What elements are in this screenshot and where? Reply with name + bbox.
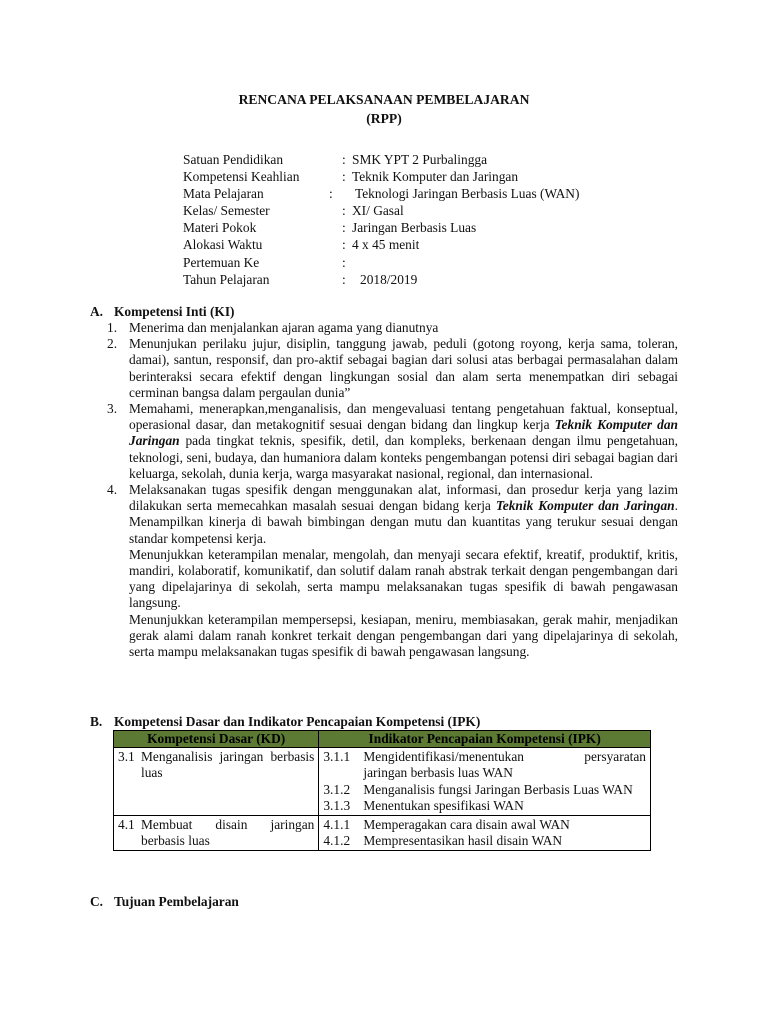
- column-header: Indikator Pencapaian Kompetensi (IPK): [319, 731, 651, 748]
- list-item: 1. Menerima dan menjalankan ajaran agama yang dianutnya: [107, 320, 439, 335]
- paragraph: Menunjukkan keterampilan mempersepsi, kesiapan, meniru, membiasakan, gerak mahir, menjadikan gerak alami dalam ranah konkret terkait dengan pengembangan dari yang dipelajarinya di sekolah, serta mampu melaksanakan tugas spesifik di bawah pengawasan langsung.: [129, 611, 678, 660]
- ipk-item: 3.1.2 Menganalisis fungsi Jaringan Berbasis Luas WAN: [323, 781, 633, 797]
- document-title: RENCANA PELAKSANAAN PEMBELAJARAN: [238, 92, 530, 107]
- ki-list: [107, 320, 678, 660]
- kd-ipk-table: [113, 730, 651, 851]
- identity-row: Satuan Pendidikan : SMK YPT 2 Purbalingga: [183, 152, 488, 167]
- column-header: Kompetensi Dasar (KD): [114, 731, 319, 748]
- document-subtitle: (RPP): [366, 111, 402, 126]
- list-item: 2. Menunjukan perilaku jujur, disiplin, tanggung jawab, peduli (gotong royong, kerja sama, toleran, damai), santun, responsif, dan pro-aktif sebagai bagian dari solusi atas berbagai permasalahan dalam berinteraksi secara efektif dengan lingkungan sosial dan alam serta menempatkan diri sebagai cerminan bangsa dalam pergaulan dunia”: [107, 336, 678, 400]
- ipk-item: 4.1.1 Memperagakan cara disain awal WAN: [323, 817, 570, 833]
- identity-row: Tahun Pelajaran : 2018/2019: [183, 271, 418, 287]
- ipk-item: 4.1.2 Mempresentasikan hasil disain WAN: [323, 833, 563, 849]
- section-b-heading: B. Kompetensi Dasar dan Indikator Pencapaian Kompetensi (IPK): [90, 714, 481, 729]
- identity-row: Mata Pelajaran : Teknologi Jaringan Berbasis Luas (WAN): [183, 186, 580, 202]
- table-row: 4.1 Membuat disain jaringan berbasis luas 4.1.1 Memperagakan cara disain awal WAN 4.1.2 Mempresentasikan hasil disain WAN: [114, 816, 651, 851]
- list-item: 3. Memahami, menerapkan,menganalisis, dan mengevaluasi tentang pengetahuan faktual, konseptual, operasional dasar, dan metakognitif sesuai dengan bidang dan lingkup kerja Teknik Komputer dan Jaringan pada tingkat teknis, spesifik, detil, dan kompleks, berkenaan dengan ilmu pengetahuan, teknologi, seni, budaya, dan humaniora dalam konteks pengembangan potensi diri sebagai bagian dari keluarga, sekolah, dunia kerja, warga masyarakat nasional, regional, dan internasional.: [107, 401, 678, 481]
- identity-row: Kompetensi Keahlian : Teknik Komputer dan Jaringan: [183, 169, 519, 185]
- identity-row: Kelas/ Semester : XI/ Gasal: [183, 203, 404, 219]
- section-c-heading: C. Tujuan Pembelajaran: [90, 894, 239, 909]
- list-item: 4. Melaksanakan tugas spesifik dengan menggunakan alat, informasi, dan prosedur kerja yang lazim dilakukan serta memecahkan masalah sesuai dengan bidang kerja Teknik Komputer dan Jaringan. Menampilkan kinerja di bawah bimbingan dengan mutu dan kuantitas yang terukur sesuai dengan standar kompetensi kerja. Menunjukkan keterampilan menalar, mengolah, dan menyaji secara efektif, kreatif, produktif, kritis, mandiri, kolaboratif, komunikatif, dan solutif dalam ranah abstrak terkait dengan pengembangan dari yang dipelajarinya di sekolah, serta mampu melaksanakan tugas spesifik di bawah pengawasan langsung. Menunjukkan keterampilan mempersepsi, kesiapan, meniru, membiasakan, gerak mahir, menjadikan gerak alami dalam ranah konkret terkait dengan pengembangan dari yang dipelajarinya di sekolah, serta mampu melaksanakan tugas spesifik di bawah pengawasan langsung.: [107, 482, 678, 660]
- ipk-item: 3.1.1 Mengidentifikasi/menentukan persyaratan jaringan berbasis luas WAN: [323, 749, 646, 781]
- emphasis-text: Teknik Komputer dan Jaringan: [495, 498, 675, 514]
- table-header-row: [114, 731, 651, 748]
- paragraph: Menunjukkan keterampilan menalar, mengolah, dan menyaji secara efektif, kreatif, produktif, kritis, mandiri, kolaboratif, komunikatif, dan solutif dalam ranah abstrak terkait dengan pengembangan dari yang dipelajarinya di sekolah, serta mampu melaksanakan tugas spesifik di bawah pengawasan langsung.: [129, 546, 678, 611]
- emphasis-text: Teknik Komputer dan Jaringan: [129, 417, 678, 449]
- identity-row: Alokasi Waktu : 4 x 45 menit: [183, 237, 420, 253]
- identity-block: [183, 151, 663, 288]
- identity-row: Pertemuan Ke :: [183, 254, 346, 270]
- section-a-heading: A. Kompetensi Inti (KI): [90, 304, 235, 319]
- table-row: 3.1 Menganalisis jaringan berbasis luas 3.1.1 Mengidentifikasi/menentukan persyaratan jaringan berbasis luas WAN 3.1.2 Menganalisis fungsi Jaringan Berbasis Luas WAN 3.1.3 Menentukan spesifikasi WAN: [114, 748, 651, 816]
- ipk-item: 3.1.3 Menentukan spesifikasi WAN: [323, 797, 524, 813]
- identity-row: Materi Pokok : Jaringan Berbasis Luas: [183, 220, 477, 236]
